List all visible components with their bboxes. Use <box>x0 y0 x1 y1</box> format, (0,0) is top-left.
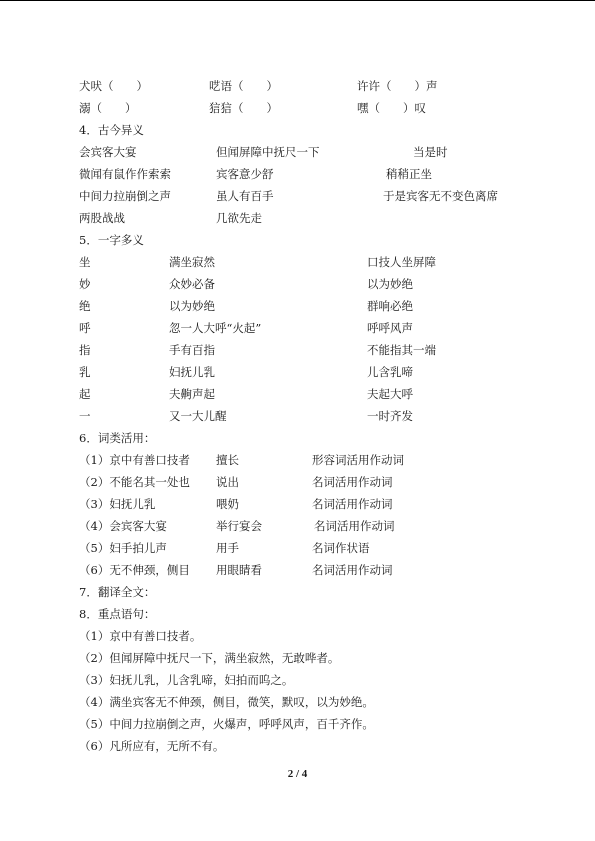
usage-type: 名词活用作动词 <box>312 475 393 489</box>
word-class-row <box>0 493 595 515</box>
polysemy-row <box>0 405 595 427</box>
polysemy-example: 夫齁声起 <box>169 387 215 401</box>
section-heading: 8．重点语句： <box>79 607 156 621</box>
key-sentence <box>0 735 595 757</box>
word-class-row <box>0 537 595 559</box>
polysemy-row <box>0 339 595 361</box>
polysemy-example: 手有百指 <box>169 343 215 357</box>
meaning: 喂奶 <box>216 497 239 511</box>
ancient-modern-row <box>0 163 595 185</box>
page-number: 2 / 4 <box>287 768 308 780</box>
phrase: 于是宾客无不变色离席 <box>383 189 498 203</box>
phrase: 会宾客大宴 <box>79 145 137 159</box>
polysemy-char: 坐 <box>79 255 91 269</box>
key-sentence-text: （3）妇抚儿乳，儿含乳啼，妇拍而呜之。 <box>79 673 294 687</box>
vocab-row <box>0 75 595 97</box>
top-rule <box>0 0 595 1</box>
polysemy-row <box>0 251 595 273</box>
section-heading: 5．一字多义 <box>79 233 144 247</box>
key-sentence <box>0 647 595 669</box>
phrase: 两股战战 <box>79 211 125 225</box>
section-heading: 7．翻译全文： <box>79 585 156 599</box>
polysemy-example: 口技人坐屏障 <box>367 255 436 269</box>
polysemy-row <box>0 295 595 317</box>
polysemy-char: 乳 <box>79 365 91 379</box>
polysemy-row <box>0 361 595 383</box>
section-4-heading <box>0 119 595 141</box>
polysemy-example: 众妙必备 <box>169 277 215 291</box>
vocab-item: 嘿（ ）叹 <box>357 101 426 115</box>
vocab-item: 溺（ ） <box>79 101 137 115</box>
polysemy-example: 群响必绝 <box>367 299 413 313</box>
polysemy-example: 满坐寂然 <box>169 255 215 269</box>
phrase: 微闻有鼠作作索索 <box>79 167 171 181</box>
polysemy-row <box>0 317 595 339</box>
phrase: 稍稍正坐 <box>386 167 432 181</box>
key-sentence-text: （5）中间力拉崩倒之声，火爆声，呼呼风声，百千齐作。 <box>79 717 374 731</box>
polysemy-char: 绝 <box>79 299 91 313</box>
key-sentence <box>0 625 595 647</box>
polysemy-row <box>0 273 595 295</box>
word-class-row <box>0 515 595 537</box>
usage-type: 名词活用作动词 <box>314 519 395 533</box>
polysemy-example: 儿含乳啼 <box>367 365 413 379</box>
phrase: 中间力拉崩倒之声 <box>79 189 171 203</box>
phrase: 但闻屏障中抚尺一下 <box>216 145 320 159</box>
key-sentence-text: （2）但闻屏障中抚尺一下，满坐寂然，无敢哗者。 <box>79 651 340 665</box>
usage-type: 形容词活用作动词 <box>312 453 404 467</box>
polysemy-example: 妇抚儿乳 <box>169 365 215 379</box>
example-sentence: （6）无不伸颈，侧目 <box>79 563 190 577</box>
key-sentence-text: （4）满坐宾客无不伸颈，侧目，微笑，默叹，以为妙绝。 <box>79 695 374 709</box>
section-7-heading <box>0 581 595 603</box>
word-class-row <box>0 559 595 581</box>
meaning: 说出 <box>216 475 239 489</box>
polysemy-example: 以为妙绝 <box>367 277 413 291</box>
vocab-item: 呓语（ ） <box>209 79 278 93</box>
polysemy-char: 指 <box>79 343 91 357</box>
polysemy-row <box>0 383 595 405</box>
phrase: 几欲先走 <box>216 211 262 225</box>
key-sentence <box>0 669 595 691</box>
phrase: 当是时 <box>413 145 448 159</box>
meaning: 用眼睛看 <box>216 563 262 577</box>
usage-type: 名词活用作动词 <box>312 497 393 511</box>
polysemy-example: 一时齐发 <box>367 409 413 423</box>
example-sentence: （2）不能名其一处也 <box>79 475 190 489</box>
polysemy-char: 一 <box>79 409 91 423</box>
ancient-modern-row <box>0 141 595 163</box>
key-sentence <box>0 691 595 713</box>
polysemy-example: 以为妙绝 <box>169 299 215 313</box>
meaning: 举行宴会 <box>216 519 262 533</box>
key-sentence-text: （1）京中有善口技者。 <box>79 629 202 643</box>
example-sentence: （1）京中有善口技者 <box>79 453 190 467</box>
example-sentence: （3）妇抚儿乳 <box>79 497 156 511</box>
section-heading: 6．词类活用： <box>79 431 156 445</box>
section-8-heading <box>0 603 595 625</box>
phrase: 宾客意少舒 <box>216 167 274 181</box>
section-5-heading <box>0 229 595 251</box>
example-sentence: （4）会宾客大宴 <box>79 519 167 533</box>
polysemy-char: 妙 <box>79 277 91 291</box>
key-sentence-text: （6）凡所应有，无所不有。 <box>79 739 225 753</box>
polysemy-example: 忽一人大呼“火起” <box>169 321 262 335</box>
polysemy-example: 不能指其一端 <box>367 343 436 357</box>
usage-type: 名词作状语 <box>312 541 370 555</box>
word-class-row <box>0 449 595 471</box>
polysemy-example: 又一大儿醒 <box>169 409 227 423</box>
polysemy-example: 呼呼风声 <box>367 321 413 335</box>
ancient-modern-row <box>0 185 595 207</box>
section-heading: 4．古今异义 <box>79 123 144 137</box>
vocab-item: 狺狺（ ） <box>209 101 278 115</box>
polysemy-char: 起 <box>79 387 91 401</box>
meaning: 用手 <box>216 541 239 555</box>
ancient-modern-row <box>0 207 595 229</box>
word-class-row <box>0 471 595 493</box>
polysemy-char: 呼 <box>79 321 91 335</box>
meaning: 擅长 <box>216 453 239 467</box>
vocab-item: 许许（ ）声 <box>357 79 438 93</box>
vocab-item: 犬吠（ ） <box>79 79 148 93</box>
example-sentence: （5）妇手拍儿声 <box>79 541 167 555</box>
polysemy-example: 夫起大呼 <box>367 387 413 401</box>
section-6-heading <box>0 427 595 449</box>
usage-type: 名词活用作动词 <box>312 563 393 577</box>
key-sentence <box>0 713 595 735</box>
phrase: 虽人有百手 <box>216 189 274 203</box>
vocab-row <box>0 97 595 119</box>
